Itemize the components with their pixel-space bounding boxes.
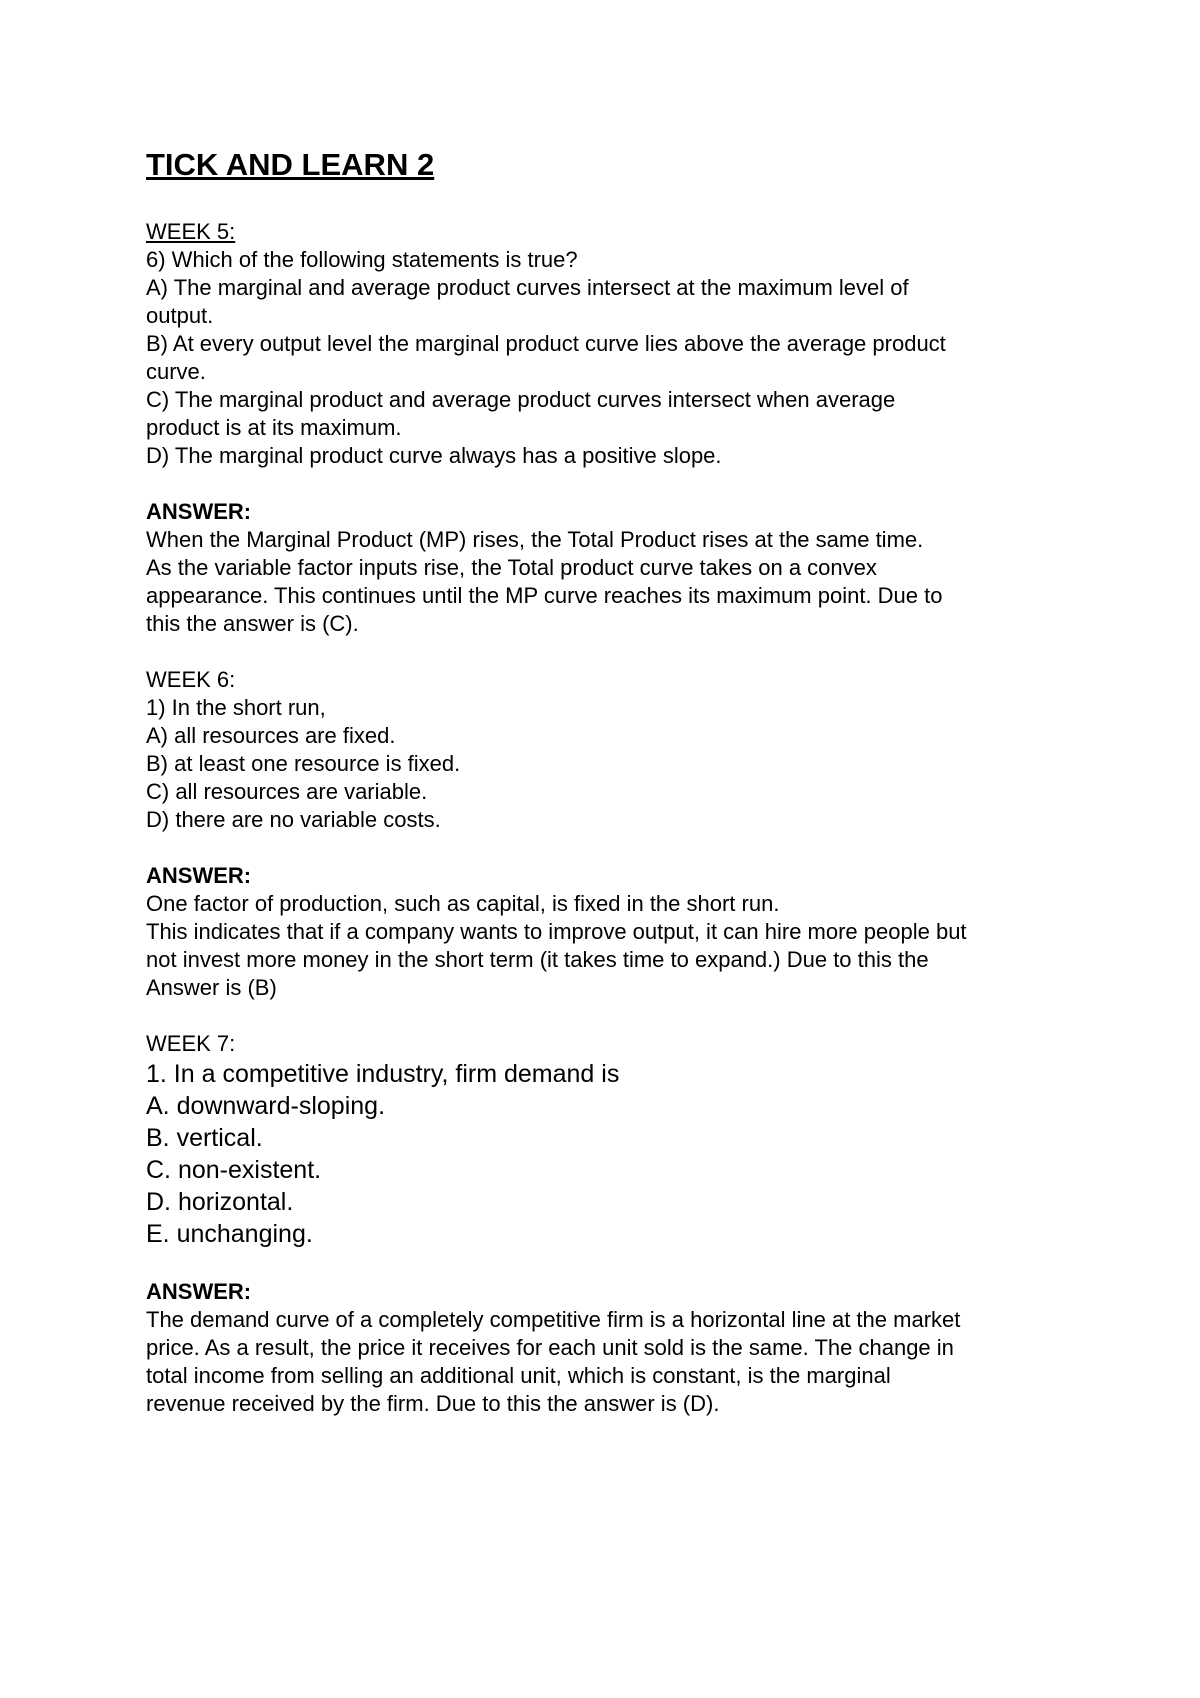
week-7-option-line: A. downward-sloping. <box>146 1092 386 1120</box>
week-7-answer-line: price. As a result, the price it receives for each unit sold is the same. The change in <box>146 1335 954 1360</box>
spacer <box>146 834 1066 862</box>
week-5-answer-heading: ANSWER: <box>146 499 252 524</box>
week-7-option-line: D. horizontal. <box>146 1188 294 1216</box>
week-5-answer-line: appearance. This continues until the MP curve reaches its maximum point. Due to <box>146 583 943 608</box>
spacer <box>146 638 1066 666</box>
week-6-option-line: C) all resources are variable. <box>146 779 428 804</box>
document-page <box>146 146 1066 1418</box>
week-6-option-line: A) all resources are fixed. <box>146 723 396 748</box>
spacer <box>146 470 1066 498</box>
week-7-answer-line: revenue received by the firm. Due to this the answer is (D). <box>146 1391 720 1416</box>
week-6-answer-line: One factor of production, such as capital, is fixed in the short run. <box>146 891 780 916</box>
week-5-heading: WEEK 5: <box>146 219 236 244</box>
week-5-option-line: D) The marginal product curve always has a positive slope. <box>146 443 722 468</box>
week-7-answer-line: total income from selling an additional unit, which is constant, is the marginal <box>146 1363 891 1388</box>
week-5-option-line: product is at its maximum. <box>146 415 402 440</box>
week-7-section <box>146 1030 1066 1418</box>
week-6-option-line: B) at least one resource is fixed. <box>146 751 461 776</box>
week-5-option-line: B) At every output level the marginal product curve lies above the average product <box>146 331 946 356</box>
week-5-answer-line: When the Marginal Product (MP) rises, the Total Product rises at the same time. <box>146 527 924 552</box>
week-5-section <box>146 218 1066 638</box>
week-5-answer-line: As the variable factor inputs rise, the Total product curve takes on a convex <box>146 555 877 580</box>
week-5-option-line: curve. <box>146 359 206 384</box>
week-6-answer-line: not invest more money in the short term (it takes time to expand.) Due to this the <box>146 947 929 972</box>
week-6-question: 1) In the short run, <box>146 695 326 720</box>
week-5-option-line: C) The marginal product and average product curves intersect when average <box>146 387 896 412</box>
week-6-answer-line: Answer is (B) <box>146 975 277 1000</box>
week-7-option-line: E. unchanging. <box>146 1220 313 1248</box>
week-7-answer-heading: ANSWER: <box>146 1279 252 1304</box>
week-6-answer-line: This indicates that if a company wants to improve output, it can hire more people but <box>146 919 967 944</box>
week-7-heading: WEEK 7: <box>146 1031 236 1056</box>
spacer <box>146 1250 1066 1278</box>
document-title: TICK AND LEARN 2 <box>146 147 435 182</box>
week-6-heading: WEEK 6: <box>146 667 236 692</box>
spacer <box>146 1002 1066 1030</box>
week-6-option-line: D) there are no variable costs. <box>146 807 441 832</box>
week-6-answer-heading: ANSWER: <box>146 863 252 888</box>
week-6-section <box>146 666 1066 1002</box>
week-7-answer-line: The demand curve of a completely competitive firm is a horizontal line at the market <box>146 1307 961 1332</box>
week-5-question: 6) Which of the following statements is true? <box>146 247 578 272</box>
week-5-answer-line: this the answer is (C). <box>146 611 359 636</box>
week-7-option-line: C. non-existent. <box>146 1156 322 1184</box>
week-5-option-line: output. <box>146 303 214 328</box>
week-5-option-line: A) The marginal and average product curves intersect at the maximum level of <box>146 275 909 300</box>
week-7-question: 1. In a competitive industry, firm demand is <box>146 1060 620 1088</box>
week-7-option-line: B. vertical. <box>146 1124 263 1152</box>
